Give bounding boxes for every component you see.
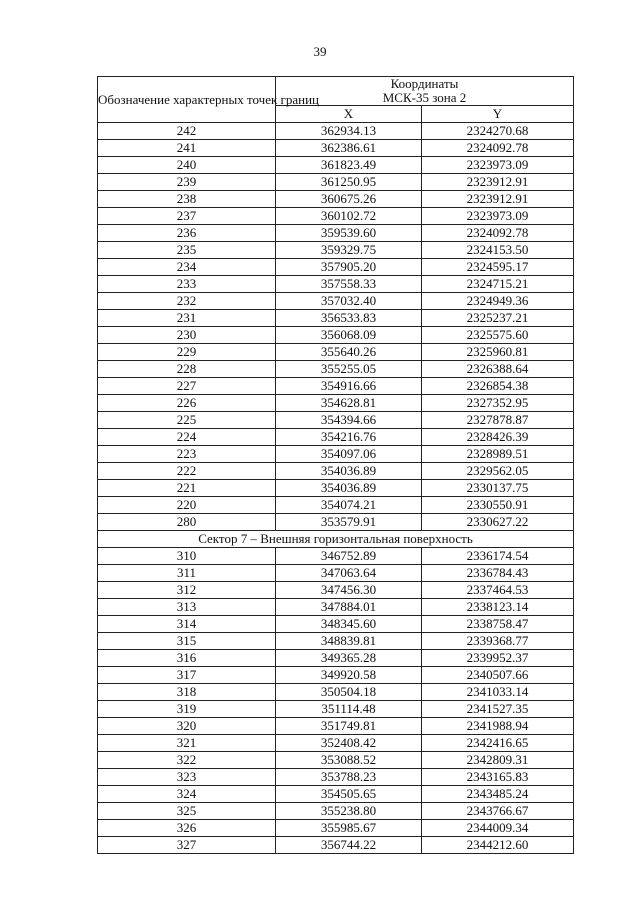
x-coordinate-cell: 346752.89 <box>276 548 422 565</box>
x-coordinate-cell: 356533.83 <box>276 310 422 327</box>
x-coordinate-cell: 359539.60 <box>276 225 422 242</box>
x-coordinate-cell: 360102.72 <box>276 208 422 225</box>
x-coordinate-cell: 349365.28 <box>276 650 422 667</box>
x-coordinate-cell: 361250.95 <box>276 174 422 191</box>
y-coordinate-cell: 2326854.38 <box>422 378 574 395</box>
y-coordinate-cell: 2324092.78 <box>422 225 574 242</box>
table-row <box>98 616 574 633</box>
y-column-header: Y <box>422 106 574 123</box>
table-row <box>98 242 574 259</box>
point-id-cell: 220 <box>98 497 276 514</box>
x-coordinate-cell: 353088.52 <box>276 752 422 769</box>
x-coordinate-cell: 350504.18 <box>276 684 422 701</box>
point-id-cell: 226 <box>98 395 276 412</box>
table-row <box>98 225 574 242</box>
y-coordinate-cell: 2325960.81 <box>422 344 574 361</box>
table-body-part1 <box>98 123 574 531</box>
x-coordinate-cell: 352408.42 <box>276 735 422 752</box>
table-row <box>98 599 574 616</box>
sector-row <box>98 531 574 548</box>
y-coordinate-cell: 2338123.14 <box>422 599 574 616</box>
point-id-cell: 230 <box>98 327 276 344</box>
coordinates-title: Координаты <box>390 76 459 91</box>
point-id-cell: 320 <box>98 718 276 735</box>
point-id-cell: 324 <box>98 786 276 803</box>
table-row <box>98 837 574 854</box>
x-coordinate-cell: 357032.40 <box>276 293 422 310</box>
point-id-cell: 231 <box>98 310 276 327</box>
point-id-cell: 238 <box>98 191 276 208</box>
y-coordinate-cell: 2323973.09 <box>422 157 574 174</box>
x-coordinate-cell: 347063.64 <box>276 565 422 582</box>
y-coordinate-cell: 2330137.75 <box>422 480 574 497</box>
y-coordinate-cell: 2328426.39 <box>422 429 574 446</box>
y-coordinate-cell: 2343165.83 <box>422 769 574 786</box>
table-row <box>98 718 574 735</box>
x-coordinate-cell: 355255.05 <box>276 361 422 378</box>
point-id-cell: 316 <box>98 650 276 667</box>
point-id-cell: 280 <box>98 514 276 531</box>
y-coordinate-cell: 2324092.78 <box>422 140 574 157</box>
table-row <box>98 463 574 480</box>
x-coordinate-cell: 355985.67 <box>276 820 422 837</box>
table-row <box>98 140 574 157</box>
point-id-cell: 236 <box>98 225 276 242</box>
x-coordinate-cell: 351114.48 <box>276 701 422 718</box>
x-coordinate-cell: 354036.89 <box>276 480 422 497</box>
y-coordinate-cell: 2337464.53 <box>422 582 574 599</box>
y-coordinate-cell: 2338758.47 <box>422 616 574 633</box>
x-coordinate-cell: 354628.81 <box>276 395 422 412</box>
y-coordinate-cell: 2327878.87 <box>422 412 574 429</box>
point-id-cell: 326 <box>98 820 276 837</box>
x-coordinate-cell: 362934.13 <box>276 123 422 140</box>
y-coordinate-cell: 2342809.31 <box>422 752 574 769</box>
table-row <box>98 378 574 395</box>
table-row <box>98 174 574 191</box>
table-row <box>98 752 574 769</box>
y-coordinate-cell: 2341527.35 <box>422 701 574 718</box>
y-coordinate-cell: 2339952.37 <box>422 650 574 667</box>
table-row <box>98 395 574 412</box>
point-id-cell: 313 <box>98 599 276 616</box>
y-coordinate-cell: 2341988.94 <box>422 718 574 735</box>
y-coordinate-cell: 2324153.50 <box>422 242 574 259</box>
table-row <box>98 667 574 684</box>
point-id-cell: 221 <box>98 480 276 497</box>
x-coordinate-cell: 354216.76 <box>276 429 422 446</box>
point-id-cell: 318 <box>98 684 276 701</box>
table-row <box>98 803 574 820</box>
point-id-cell: 224 <box>98 429 276 446</box>
point-id-cell: 321 <box>98 735 276 752</box>
point-id-cell: 241 <box>98 140 276 157</box>
x-coordinate-cell: 354916.66 <box>276 378 422 395</box>
x-coordinate-cell: 356068.09 <box>276 327 422 344</box>
table-header <box>98 77 574 123</box>
table-row <box>98 344 574 361</box>
table-row <box>98 480 574 497</box>
point-id-cell: 312 <box>98 582 276 599</box>
coordinates-header <box>276 77 574 106</box>
y-coordinate-cell: 2336784.43 <box>422 565 574 582</box>
table-row <box>98 497 574 514</box>
point-id-cell: 232 <box>98 293 276 310</box>
point-id-cell: 237 <box>98 208 276 225</box>
point-id-cell: 323 <box>98 769 276 786</box>
y-coordinate-cell: 2327352.95 <box>422 395 574 412</box>
point-id-cell: 227 <box>98 378 276 395</box>
table-row <box>98 548 574 565</box>
x-coordinate-cell: 347884.01 <box>276 599 422 616</box>
y-coordinate-cell: 2344009.34 <box>422 820 574 837</box>
point-id-cell: 225 <box>98 412 276 429</box>
point-id-cell: 228 <box>98 361 276 378</box>
x-coordinate-cell: 347456.30 <box>276 582 422 599</box>
point-id-cell: 223 <box>98 446 276 463</box>
y-coordinate-cell: 2340507.66 <box>422 667 574 684</box>
point-id-cell: 229 <box>98 344 276 361</box>
table-row <box>98 820 574 837</box>
x-coordinate-cell: 360675.26 <box>276 191 422 208</box>
table-row <box>98 786 574 803</box>
y-coordinate-cell: 2323973.09 <box>422 208 574 225</box>
point-id-cell: 319 <box>98 701 276 718</box>
y-coordinate-cell: 2341033.14 <box>422 684 574 701</box>
table-row <box>98 123 574 140</box>
y-coordinate-cell: 2324715.21 <box>422 276 574 293</box>
table-row <box>98 684 574 701</box>
x-coordinate-cell: 355238.80 <box>276 803 422 820</box>
table-body-part2 <box>98 548 574 854</box>
y-coordinate-cell: 2343485.24 <box>422 786 574 803</box>
x-coordinate-cell: 357905.20 <box>276 259 422 276</box>
table-row <box>98 429 574 446</box>
x-coordinate-cell: 348345.60 <box>276 616 422 633</box>
y-coordinate-cell: 2330550.91 <box>422 497 574 514</box>
y-coordinate-cell: 2336174.54 <box>422 548 574 565</box>
y-coordinate-cell: 2325237.21 <box>422 310 574 327</box>
table-row <box>98 361 574 378</box>
point-id-cell: 315 <box>98 633 276 650</box>
point-id-cell: 222 <box>98 463 276 480</box>
x-coordinate-cell: 354097.06 <box>276 446 422 463</box>
coordinates-table <box>97 76 574 854</box>
coordinate-system: МСК-35 зона 2 <box>382 90 467 105</box>
table-row <box>98 310 574 327</box>
x-coordinate-cell: 354394.66 <box>276 412 422 429</box>
x-coordinate-cell: 362386.61 <box>276 140 422 157</box>
table-row <box>98 446 574 463</box>
y-coordinate-cell: 2330627.22 <box>422 514 574 531</box>
y-coordinate-cell: 2324949.36 <box>422 293 574 310</box>
x-coordinate-cell: 355640.26 <box>276 344 422 361</box>
page-number: 39 <box>313 44 327 59</box>
y-coordinate-cell: 2326388.64 <box>422 361 574 378</box>
x-coordinate-cell: 359329.75 <box>276 242 422 259</box>
table-row <box>98 633 574 650</box>
point-id-cell: 322 <box>98 752 276 769</box>
table-row <box>98 412 574 429</box>
y-coordinate-cell: 2329562.05 <box>422 463 574 480</box>
y-coordinate-cell: 2323912.91 <box>422 191 574 208</box>
table-row <box>98 582 574 599</box>
x-coordinate-cell: 349920.58 <box>276 667 422 684</box>
y-coordinate-cell: 2344212.60 <box>422 837 574 854</box>
x-coordinate-cell: 354505.65 <box>276 786 422 803</box>
y-coordinate-cell: 2343766.67 <box>422 803 574 820</box>
table-row <box>98 191 574 208</box>
x-coordinate-cell: 361823.49 <box>276 157 422 174</box>
point-id-cell: 240 <box>98 157 276 174</box>
y-coordinate-cell: 2323912.91 <box>422 174 574 191</box>
y-coordinate-cell: 2324595.17 <box>422 259 574 276</box>
x-coordinate-cell: 354036.89 <box>276 463 422 480</box>
x-column-header: X <box>276 106 422 123</box>
table-row <box>98 565 574 582</box>
table-row <box>98 769 574 786</box>
x-coordinate-cell: 357558.33 <box>276 276 422 293</box>
table-row <box>98 514 574 531</box>
y-coordinate-cell: 2328989.51 <box>422 446 574 463</box>
point-id-cell: 310 <box>98 548 276 565</box>
x-coordinate-cell: 353579.91 <box>276 514 422 531</box>
point-id-cell: 325 <box>98 803 276 820</box>
point-id-cell: 317 <box>98 667 276 684</box>
table-row <box>98 208 574 225</box>
table-row <box>98 650 574 667</box>
x-coordinate-cell: 354074.21 <box>276 497 422 514</box>
x-coordinate-cell: 353788.23 <box>276 769 422 786</box>
table-row <box>98 701 574 718</box>
y-coordinate-cell: 2324270.68 <box>422 123 574 140</box>
table-row <box>98 276 574 293</box>
point-column-header: Обозначение характерных точек границ <box>98 77 276 123</box>
table-row <box>98 259 574 276</box>
point-id-cell: 235 <box>98 242 276 259</box>
point-id-cell: 239 <box>98 174 276 191</box>
point-id-cell: 234 <box>98 259 276 276</box>
x-coordinate-cell: 351749.81 <box>276 718 422 735</box>
y-coordinate-cell: 2342416.65 <box>422 735 574 752</box>
y-coordinate-cell: 2325575.60 <box>422 327 574 344</box>
table-row <box>98 327 574 344</box>
y-coordinate-cell: 2339368.77 <box>422 633 574 650</box>
sector-label: Сектор 7 – Внешняя горизонтальная поверхность <box>98 531 574 548</box>
point-id-cell: 327 <box>98 837 276 854</box>
x-coordinate-cell: 356744.22 <box>276 837 422 854</box>
sector-section <box>98 531 574 548</box>
table-row <box>98 157 574 174</box>
point-id-cell: 311 <box>98 565 276 582</box>
table-row <box>98 293 574 310</box>
point-id-cell: 242 <box>98 123 276 140</box>
point-id-cell: 314 <box>98 616 276 633</box>
point-id-cell: 233 <box>98 276 276 293</box>
x-coordinate-cell: 348839.81 <box>276 633 422 650</box>
table-row <box>98 735 574 752</box>
